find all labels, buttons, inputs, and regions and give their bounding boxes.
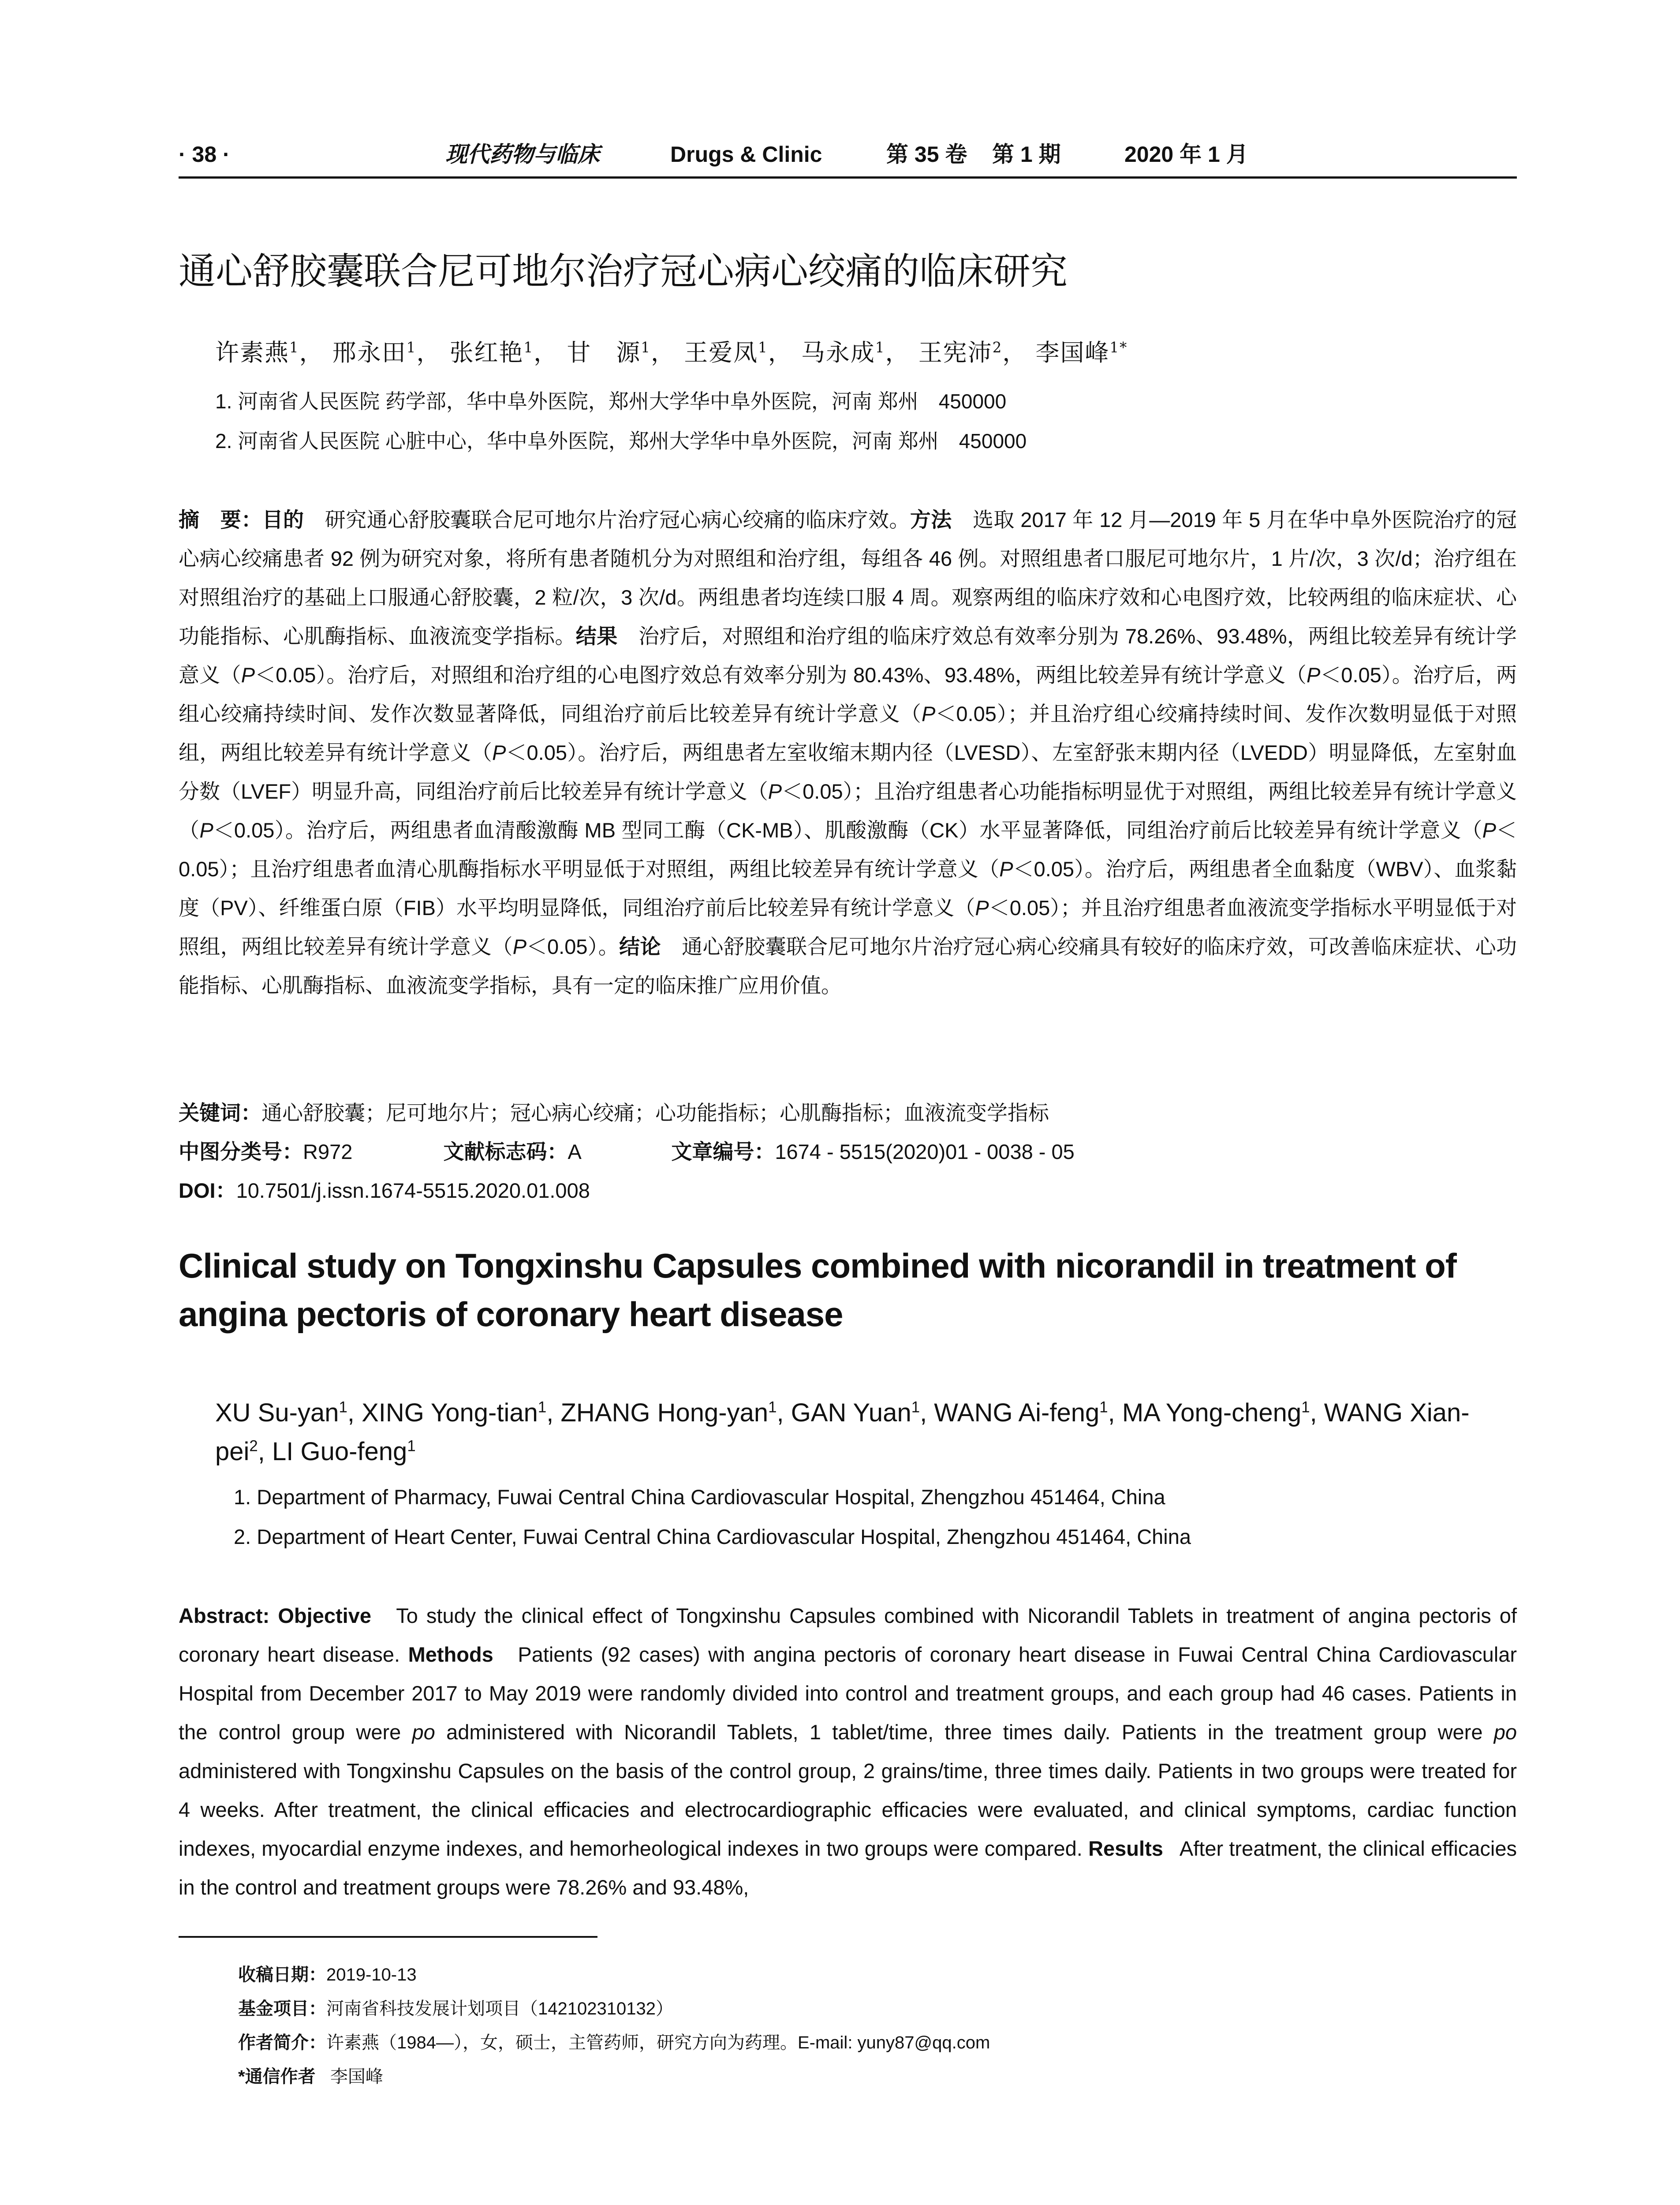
conclusion-label: 结论 [619, 935, 661, 958]
author-affil-mark: 2 [249, 1437, 258, 1455]
author-name: 许素燕 [215, 339, 289, 366]
received-label: 收稿日期： [238, 1965, 326, 1984]
doi-line [179, 1171, 590, 1210]
conclusion-text: 通心舒胶囊联合尼可地尔片治疗冠心病心绞痛具有较好的临床疗效，可改善临床症状、心功能指标、心肌酶指标、血液流变学指标，具有一定的临床推广应用价值。 [179, 935, 1517, 997]
author-affil-mark: 1* [1109, 339, 1128, 356]
abstract-label: Abstract: [179, 1604, 270, 1627]
p-symbol: P [1306, 663, 1321, 687]
author-affil-mark: 1 [289, 339, 299, 356]
p-symbol: P [975, 896, 989, 919]
p-symbol: P [199, 818, 213, 842]
results-text: ＜0.05）；且治疗组患者心功能指标明显优于对照组，两组比较差异有统计学意义（ [179, 780, 1517, 842]
author-name: 邢永田 [332, 339, 407, 366]
methods-text: 选取 2017 年 12 月—2019 年 5 月在华中阜外医院治疗的冠心病心绞痛患者 92 例为研究对象，将所有患者随机分为对照组和治疗组，每组各 46 例。对照组患者口服尼可地尔片，1 片/次，3 次/d；治疗组在对照组治疗的基础上口服通心舒胶囊，2 粒/次，3 次/d。两组患者均连续口服 4 周。观察两组的临床疗效和心电图疗效，比较两组的临床症状、心功能指标、心肌酶指标、血液流变学指标。 [179, 508, 1517, 648]
p-symbol: P [922, 702, 936, 725]
abstract-cn [179, 501, 1517, 1005]
results-label: 结果 [575, 624, 618, 648]
p-symbol: P [768, 780, 782, 803]
author-affil-mark: 1 [339, 1398, 347, 1416]
results-text: ＜0.05）；并且治疗组心绞痛持续时间、发作次数明显低于对照组，两组比较差异有统计学意义（ [179, 702, 1517, 764]
author-name: 王爱凤 [684, 339, 758, 366]
results-text: ＜0.05）。 [526, 935, 620, 958]
page-number: · 38 · [179, 142, 230, 167]
author-name: WANG Ai-feng [934, 1398, 1100, 1427]
results-text: ＜0.05）。治疗后，两组患者左室收缩末期内径（LVESD）、左室舒张末期内径（LVEDD）明显降低，左室射血分数（LVEF）明显升高，同组治疗前后比较差异有统计学意义（ [179, 741, 1517, 803]
objective-label: Objective [278, 1604, 371, 1627]
received-date: 2019-10-13 [326, 1965, 417, 1984]
methods-text: Patients (92 cases) with angina pectoris of coronary heart disease in Fuwai Central China Cardiovascular Hospital from December 2017 to May 2019 were randomly divided into control and treatment groups, and each group had 46 cases. Patients in the control group were [179, 1643, 1517, 1744]
objective-label: 目的 [262, 508, 304, 531]
fund-text: 河南省科技发展计划项目（142102310132） [326, 1999, 673, 2018]
journal-name-en: Drugs & Clinic [670, 142, 822, 167]
classification-line [179, 1132, 1075, 1171]
footnote-rule [179, 1936, 597, 1938]
author-name: 李国峰 [1035, 339, 1110, 366]
footnote-author [238, 2029, 990, 2056]
journal-name-cn: 现代药物与临床 [445, 141, 600, 167]
p-symbol: P [241, 663, 255, 687]
doc-code-label: 文献标志码： [443, 1140, 568, 1163]
footnote-received [238, 1962, 417, 1988]
author-affil-mark: 1 [911, 1398, 920, 1416]
results-text: ＜0.05）。治疗后，两组心绞痛持续时间、发作次数显著降低，同组治疗前后比较差异有统计学意义（ [179, 663, 1517, 725]
author-name: 马永成 [801, 339, 875, 366]
abstract-en [179, 1596, 1517, 1907]
author-name: GAN Yuan [791, 1398, 911, 1427]
keywords-cn [179, 1094, 1049, 1132]
footnote-fund [238, 1996, 673, 2022]
doi-value: 10.7501/j.issn.1674-5515.2020.01.008 [236, 1179, 590, 1202]
methods-label: 方法 [910, 508, 952, 531]
journal-volume: 第 35 卷 [886, 142, 967, 167]
doc-code-value: A [567, 1140, 581, 1163]
author-name: LI Guo-feng [272, 1437, 407, 1466]
p-symbol: P [492, 741, 506, 764]
p-symbol: P [1482, 818, 1497, 842]
keywords-text: 通心舒胶囊；尼可地尔片；冠心病心绞痛；心功能指标；心肌酶指标；血液流变学指标 [261, 1101, 1049, 1125]
author-affil-mark: 2 [992, 339, 1003, 356]
results-text: ＜0.05）；并且治疗组患者血液流变学指标水平明显低于对照组，两组比较差异有统计学意义（ [179, 896, 1517, 958]
article-number-label: 文章编号： [671, 1140, 775, 1163]
journal-date: 2020 年 1 月 [1124, 142, 1248, 167]
author-list-cn: 许素燕$^1$， 邢永田$^1$， 张红艳$^1$， 甘 源$^1$， 王爱凤$^1$， 马永成$^1$， 王宪沛$^2$， 李国峰$^{1*}$ [215, 339, 1128, 366]
fund-label: 基金项目： [238, 1999, 326, 2018]
article-number-value: 1674 - 5515(2020)01 - 0038 - 05 [775, 1140, 1075, 1163]
results-text: ＜0.05）。治疗后，两组患者血清酸激酶 MB 型同工酶（CK-MB）、肌酸激酶（CK）水平显著降低，同组治疗前后比较差异有统计学意义（ [213, 818, 1482, 842]
clc-label: 中图分类号： [179, 1140, 303, 1163]
objective-text: To study the clinical effect of Tongxinshu Capsules combined with Nicorandil Tablets in treatment of angina pectoris of coronary heart disease. [179, 1604, 1517, 1666]
author-affil-mark: 1 [407, 1437, 416, 1455]
author-affil-mark: 1 [1099, 1398, 1108, 1416]
corresponding-name: 李国峰 [330, 2067, 383, 2086]
results-text: ＜0.05）。治疗后，对照组和治疗组的心电图疗效总有效率分别为 80.43%、93.48%，两组比较差异有统计学意义（ [255, 663, 1307, 687]
header-rule [179, 176, 1517, 179]
route-po: po [412, 1720, 435, 1744]
affiliation-en-2: 2. Department of Heart Center, Fuwai Central China Cardiovascular Hospital, Zhengzhou 451464, China [234, 1525, 1191, 1548]
author-affil-mark: 1 [538, 1398, 547, 1416]
author-affil-mark: 1 [641, 339, 651, 356]
results-text: 治疗后，对照组和治疗组的临床疗效总有效率分别为 78.26%、93.48%，两组比较差异有统计学意义（ [179, 624, 1517, 687]
results-text: After treatment, the clinical efficacies in the control and treatment groups were 78.26% and 93.48%, [179, 1837, 1517, 1899]
author-name: 甘 源 [567, 339, 641, 366]
results-text: ＜0.05）；且治疗组患者血清心肌酶指标水平明显低于对照组，两组比较差异有统计学意义（ [179, 818, 1517, 881]
title-en-line-1: Clinical study on Tongxinshu Capsules combined with nicorandil in treatment of [179, 1246, 1456, 1285]
p-symbol: P [999, 857, 1013, 881]
author-name: 王宪沛 [918, 339, 993, 366]
clc-value: R972 [303, 1140, 353, 1163]
author-affil-mark: 1 [1301, 1398, 1310, 1416]
author-list-en: XU Su-yan$^1$, XING Yong-tian$^1$, ZHANG Hong-yan$^1$, GAN Yuan$^1$, WANG Ai-feng$^1$, MA Yong-cheng$^1$, WANG Xian-pei$^2$, LI Guo-feng$^1$ [215, 1398, 1470, 1466]
doi-label: DOI： [179, 1179, 236, 1202]
title-en-line-2: angina pectoris of coronary heart disease [179, 1295, 843, 1334]
results-label: Results [1088, 1837, 1163, 1860]
affiliation-cn-2: 2. 河南省人民医院 心脏中心，华中阜外医院，郑州大学华中阜外医院，河南 郑州 450000 [215, 430, 1027, 452]
keywords-label: 关键词： [179, 1101, 261, 1125]
article-title-cn: 通心舒胶囊联合尼可地尔治疗冠心病心绞痛的临床研究 [179, 250, 1068, 292]
author-affil-mark: 1 [523, 339, 534, 356]
methods-text: administered with Nicorandil Tablets, 1 tablet/time, three times daily. Patients in the treatment group were [446, 1720, 1483, 1744]
article-title-en [179, 1241, 1517, 1338]
abstract-label: 摘 要： [179, 508, 262, 531]
author-bio-label: 作者简介： [238, 2033, 326, 2052]
affiliation-en-1: 1. Department of Pharmacy, Fuwai Central China Cardiovascular Hospital, Zhengzhou 451464, China [234, 1485, 1165, 1509]
author-affil-mark: 1 [758, 339, 768, 356]
results-text: ＜0.05）。治疗后，两组患者全血黏度（WBV）、血浆黏度（PV）、纤维蛋白原（FIB）水平均明显降低，同组治疗前后比较差异有统计学意义（ [179, 857, 1517, 919]
author-affil-mark: 1 [875, 339, 885, 356]
author-affil-mark: 1 [406, 339, 417, 356]
methods-label: Methods [408, 1643, 493, 1666]
corresponding-label: *通信作者 [238, 2067, 316, 2086]
p-symbol: P [512, 935, 527, 958]
author-affil-mark: 1 [768, 1398, 777, 1416]
journal-issue: 第 1 期 [992, 142, 1061, 167]
route-po: po [1493, 1720, 1517, 1744]
author-name: XU Su-yan [215, 1398, 339, 1427]
objective-text: 研究通心舒胶囊联合尼可地尔片治疗冠心病心绞痛的临床疗效。 [325, 508, 910, 531]
methods-text: administered with Tongxinshu Capsules on the basis of the control group, 2 grains/time, three times daily. Patients in two groups were treated for 4 weeks. After treatment, the clinical efficacies and electrocardiographic efficacies were evaluated, and clinical symptoms, cardiac function indexes, myocardial enzyme indexes, and hemorheological indexes in two groups were compared. [179, 1759, 1517, 1860]
author-name: XING Yong-tian [362, 1398, 538, 1427]
footnote-corresponding [238, 2063, 383, 2090]
author-name: MA Yong-cheng [1122, 1398, 1302, 1427]
author-name: ZHANG Hong-yan [560, 1398, 769, 1427]
author-name: 张红艳 [449, 339, 524, 366]
author-name: WANG Xian-pei [215, 1398, 1470, 1466]
affiliation-cn-1: 1. 河南省人民医院 药学部，华中阜外医院，郑州大学华中阜外医院，河南 郑州 450000 [215, 390, 1007, 413]
author-bio-text: 许素燕（1984—），女，硕士，主管药师，研究方向为药理。E-mail: yuny87@qq.com [326, 2033, 990, 2052]
